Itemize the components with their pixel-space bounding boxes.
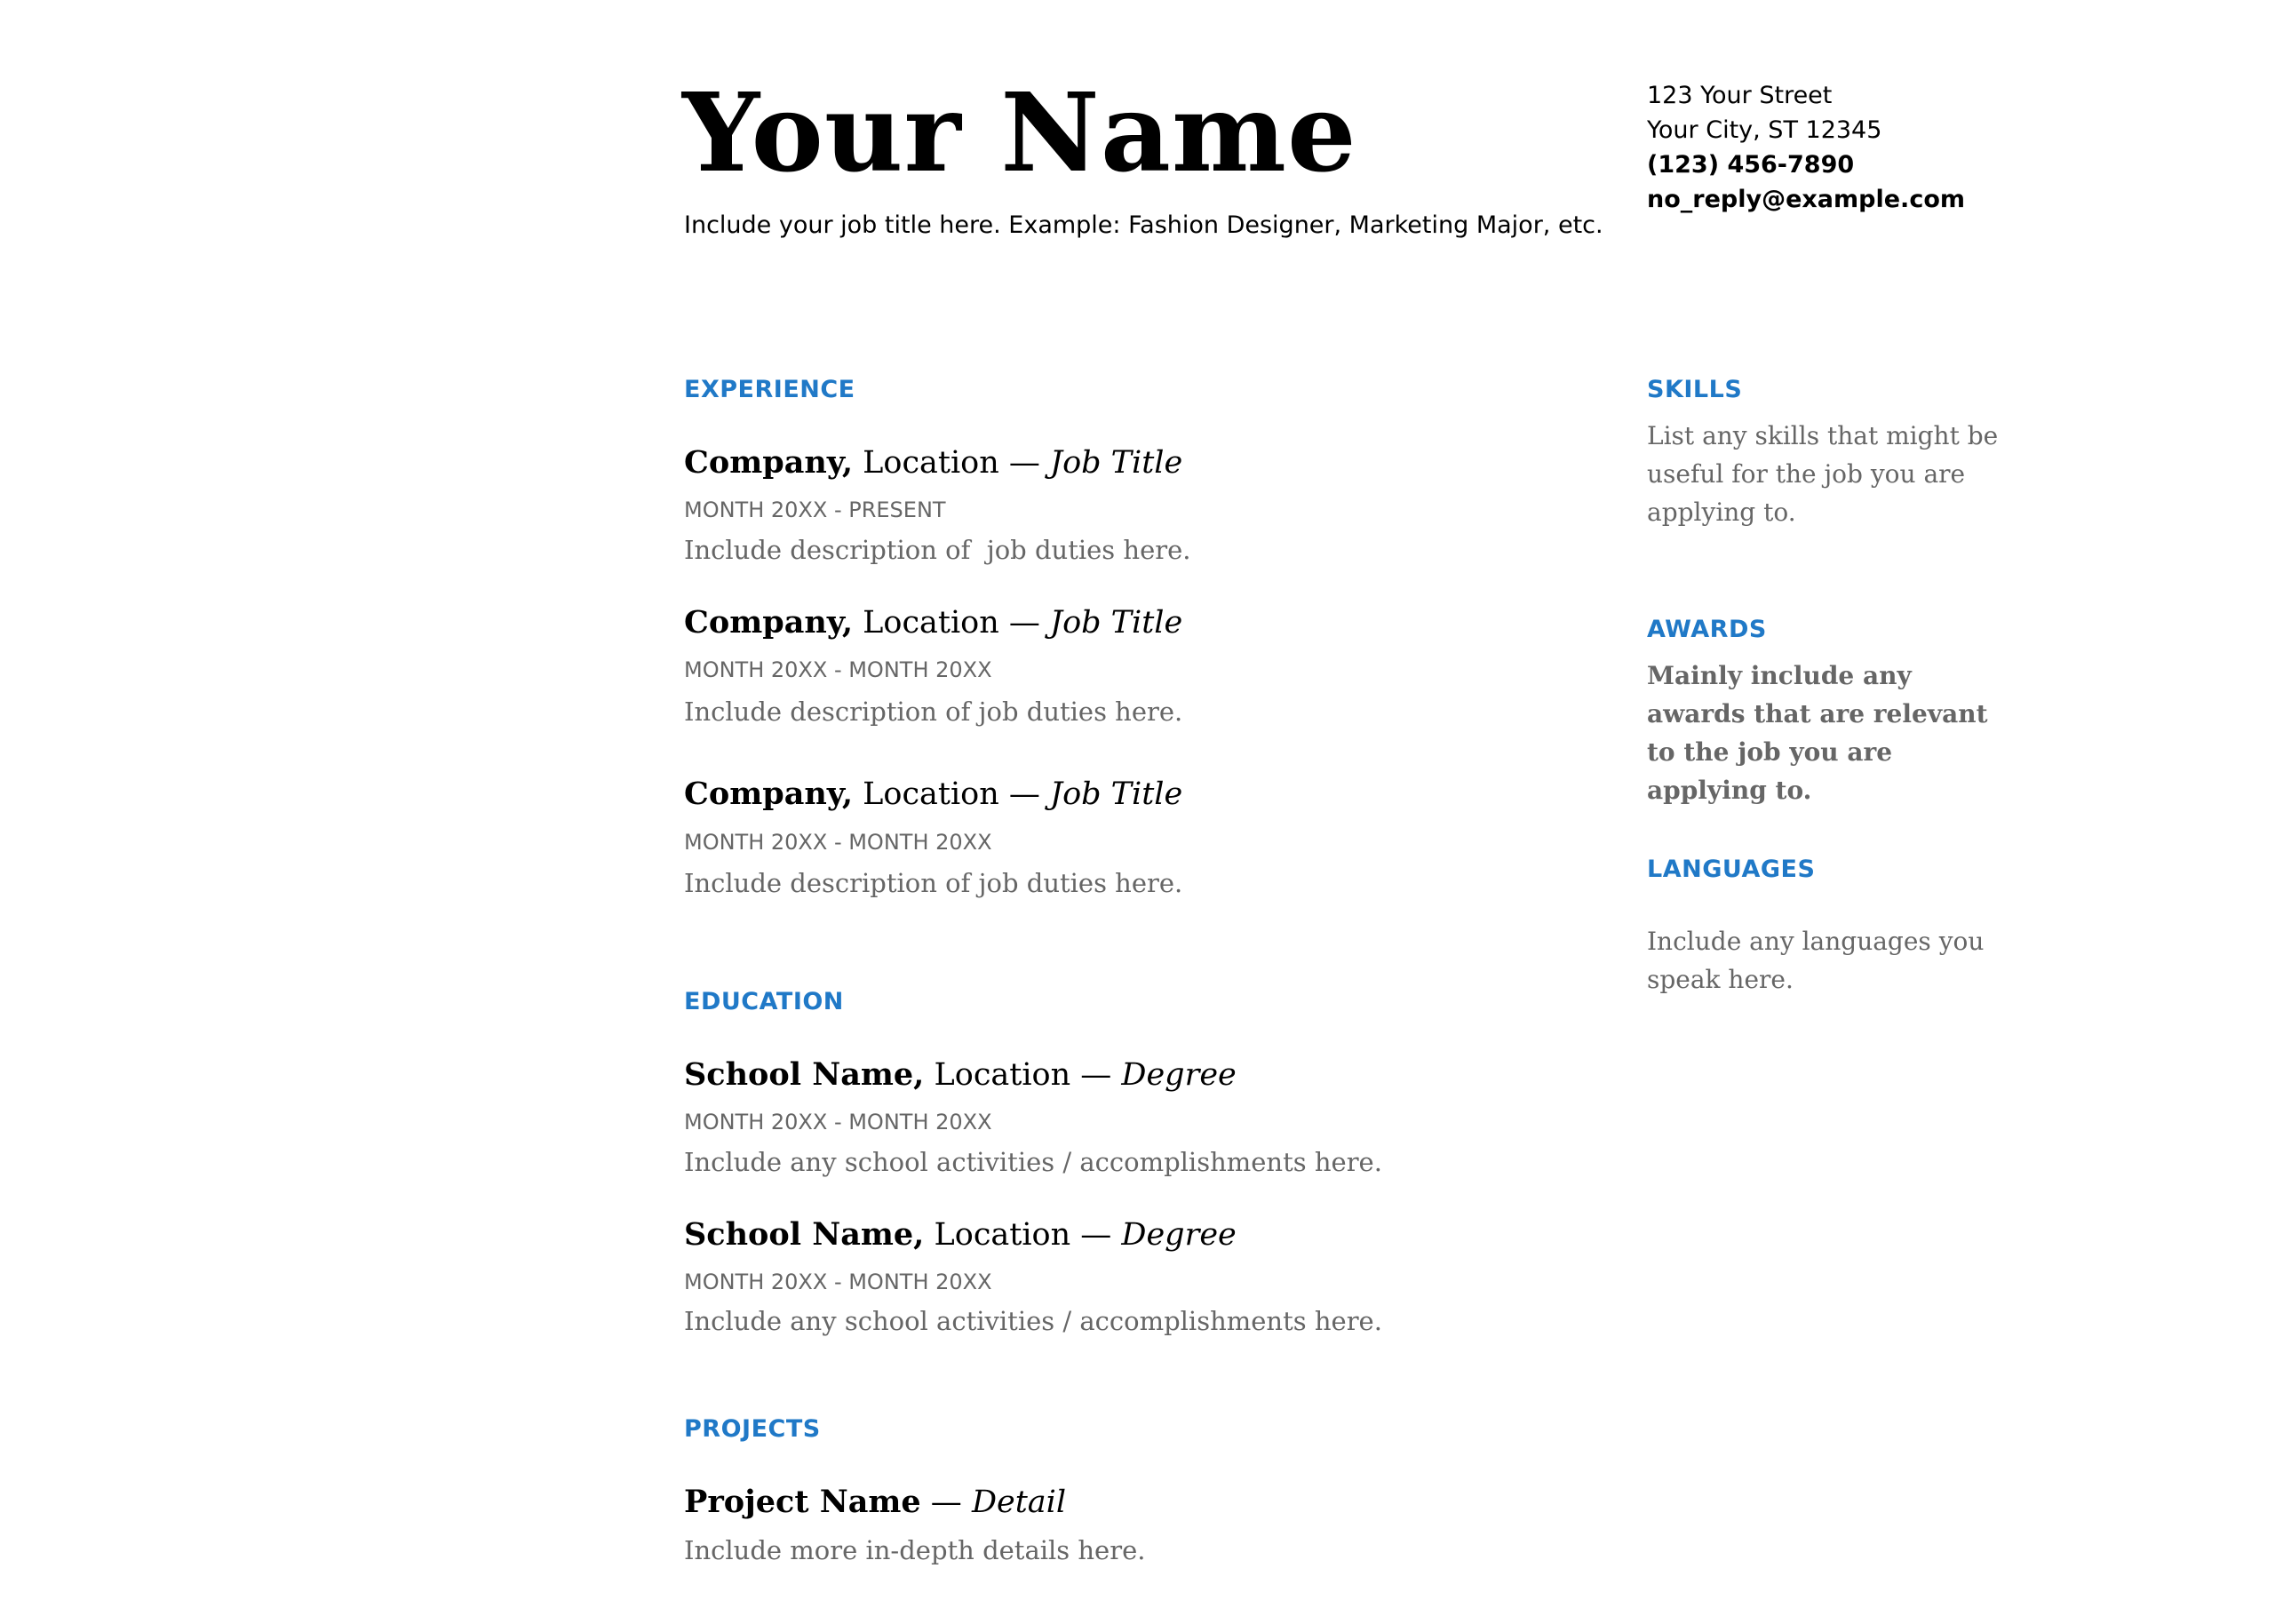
job-title-line: Include your job title here. Example: Fashion Designer, Marketing Major, etc. (684, 211, 1603, 239)
degree: Degree (1121, 1057, 1237, 1093)
school-name: School Name, (684, 1216, 925, 1253)
school-location: Location — (924, 1217, 1122, 1253)
job-role: Job Title (1050, 776, 1183, 812)
education-entry-1-description: Include any school activities / accomplishments here. (684, 1147, 1382, 1177)
address-line-2: Your City, ST 12345 (1647, 116, 1882, 144)
skills-text: List any skills that might be useful for the job you are applying to. (1647, 421, 1999, 527)
languages-heading: LANGUAGES (1647, 856, 1816, 883)
project-entry-1-title (684, 1484, 1066, 1520)
awards-text: Mainly include any awards that are relevant to the job you are applying to. (1647, 661, 1988, 805)
company-name: Company, (684, 444, 854, 481)
experience-entry-1-description: Include description of job duties here. (684, 535, 1191, 565)
company-name: Company, (684, 604, 854, 641)
company-location: Location — (853, 776, 1051, 812)
company-location: Location — (853, 445, 1051, 481)
degree: Degree (1121, 1217, 1237, 1253)
experience-entry-3-title (684, 776, 1182, 812)
experience-entry-1-title (684, 444, 1182, 481)
project-separator: — (920, 1485, 972, 1520)
experience-heading: EXPERIENCE (684, 376, 855, 403)
education-heading: EDUCATION (684, 988, 844, 1015)
experience-entry-2-description: Include description of job duties here. (684, 697, 1183, 727)
job-role: Job Title (1050, 605, 1183, 641)
email-address: no_reply@example.com (1647, 186, 1966, 213)
phone-number: (123) 456-7890 (1647, 151, 1855, 179)
company-location: Location — (853, 605, 1051, 641)
experience-entry-3-dates: MONTH 20XX - MONTH 20XX (684, 830, 992, 855)
job-role: Job Title (1050, 445, 1183, 481)
project-name: Project Name (684, 1484, 921, 1520)
education-entry-2-dates: MONTH 20XX - MONTH 20XX (684, 1270, 992, 1294)
address-line-1: 123 Your Street (1647, 82, 1833, 109)
experience-entry-3-description: Include description of job duties here. (684, 868, 1183, 898)
school-name: School Name, (684, 1056, 925, 1093)
education-entry-1-dates: MONTH 20XX - MONTH 20XX (684, 1110, 992, 1134)
education-entry-2-title (684, 1216, 1237, 1253)
awards-heading: AWARDS (1647, 616, 1767, 643)
school-location: Location — (924, 1057, 1122, 1093)
contact-block (1647, 78, 1965, 217)
experience-entry-2-title (684, 604, 1182, 641)
name-heading: Your Name (682, 68, 1357, 196)
languages-text: Include any languages you speak here. (1647, 927, 1985, 994)
experience-entry-2-dates: MONTH 20XX - MONTH 20XX (684, 657, 992, 682)
projects-heading: PROJECTS (684, 1415, 821, 1443)
education-entry-2-description: Include any school activities / accomplishments here. (684, 1306, 1382, 1336)
experience-entry-1-dates: MONTH 20XX - PRESENT (684, 498, 946, 522)
education-entry-1-title (684, 1056, 1237, 1093)
company-name: Company, (684, 776, 854, 812)
skills-heading: SKILLS (1647, 376, 1743, 403)
project-entry-1-description: Include more in-depth details here. (684, 1535, 1146, 1565)
project-detail: Detail (971, 1485, 1067, 1520)
